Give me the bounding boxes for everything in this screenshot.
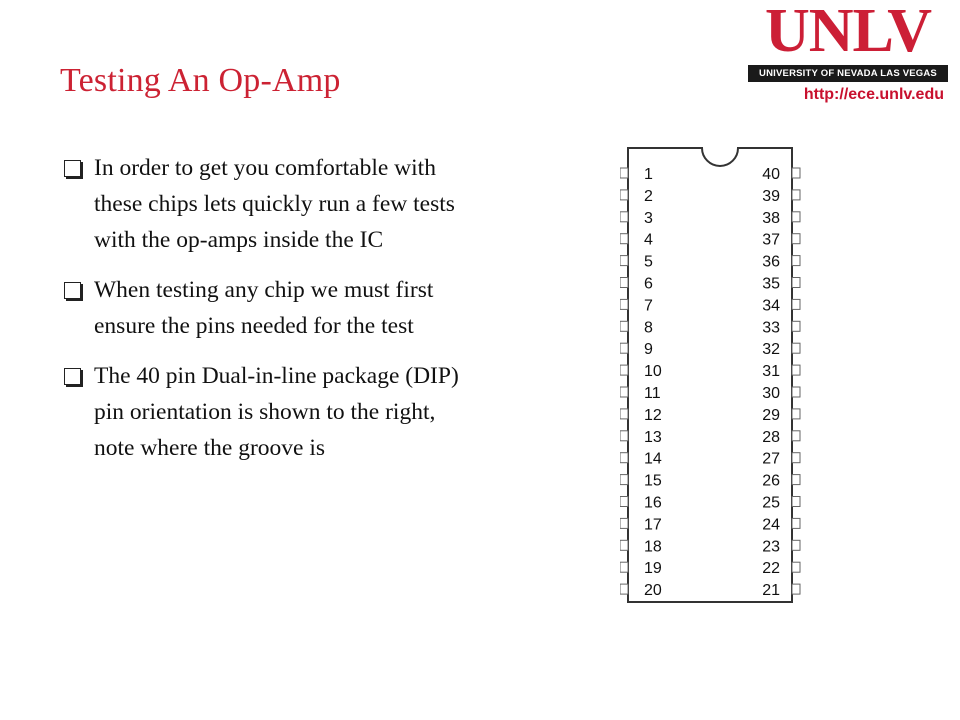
left-pin-number: 2 [644, 187, 653, 205]
right-pin-number: 32 [762, 341, 780, 359]
left-pin-number: 16 [644, 494, 662, 512]
bullet-item [60, 358, 470, 466]
left-pin-number: 4 [644, 231, 653, 249]
right-pin [792, 387, 800, 397]
right-pin-number: 40 [762, 166, 780, 183]
right-pin-number: 24 [762, 516, 780, 534]
right-pin-number: 28 [762, 428, 780, 446]
bullet-item [60, 150, 470, 258]
hollow-square-bullet-icon [64, 368, 81, 385]
right-pin [792, 321, 800, 331]
left-pin-number: 3 [644, 209, 653, 227]
left-pin-number: 19 [644, 560, 662, 578]
left-pin [620, 540, 628, 550]
left-pin-number: 10 [644, 363, 662, 381]
logo-wordmark: UNLV [765, 0, 931, 65]
left-pin [620, 562, 628, 572]
left-pin-number: 6 [644, 275, 653, 293]
left-pin [620, 409, 628, 419]
left-pin [620, 365, 628, 375]
left-pin [620, 168, 628, 178]
left-pin-number: 7 [644, 297, 653, 315]
left-pin-number: 18 [644, 538, 662, 556]
right-pin [792, 562, 800, 572]
right-pin-number: 34 [762, 297, 780, 315]
bullet-list [60, 150, 470, 480]
right-pin-number: 30 [762, 385, 780, 402]
right-pin [792, 365, 800, 375]
right-pin-number: 31 [762, 363, 780, 381]
right-pin-number: 39 [762, 187, 780, 205]
left-pin-number: 14 [644, 450, 662, 468]
right-pin-number: 35 [762, 275, 780, 293]
left-pin-number: 20 [644, 582, 662, 600]
left-pin [620, 475, 628, 485]
left-pin [620, 190, 628, 200]
left-pin [620, 321, 628, 331]
right-pin [792, 168, 800, 178]
right-pin-number: 29 [762, 406, 780, 424]
left-pin-number: 5 [644, 253, 653, 271]
right-pin [792, 518, 800, 528]
bullet-text: In order to get you comfortable with these chips lets quickly run a few tests with the op-amps inside the IC [94, 155, 455, 253]
left-pin-number: 8 [644, 319, 653, 337]
right-pin [792, 256, 800, 266]
right-pin [792, 299, 800, 309]
left-pin-number: 13 [644, 428, 662, 446]
website-url[interactable]: http://ece.unlv.edu [803, 86, 944, 103]
right-pin [792, 540, 800, 550]
slide-title: Testing An Op-Amp [60, 62, 341, 99]
right-pin-number: 27 [762, 450, 780, 468]
left-pin [620, 256, 628, 266]
left-pin [620, 278, 628, 288]
logo-tagline: UNIVERSITY OF NEVADA LAS VEGAS [748, 65, 948, 82]
bullet-text: When testing any chip we must first ensure the pins needed for the test [94, 277, 434, 339]
left-pin [620, 234, 628, 244]
right-pin-number: 25 [762, 494, 780, 512]
left-pin-number: 11 [644, 385, 661, 402]
left-pin [620, 453, 628, 463]
right-pin-number: 23 [762, 538, 780, 556]
right-pin [792, 190, 800, 200]
left-pin-number: 12 [644, 406, 662, 424]
right-pin-number: 38 [762, 209, 780, 227]
right-pin-number: 33 [762, 319, 780, 337]
right-pin [792, 234, 800, 244]
right-pin [792, 475, 800, 485]
right-pin [792, 278, 800, 288]
right-pin-number: 21 [762, 582, 780, 600]
left-pin [620, 584, 628, 594]
right-pin-number: 37 [762, 231, 780, 249]
left-pin-number: 1 [644, 166, 653, 183]
left-pin [620, 387, 628, 397]
hollow-square-bullet-icon [64, 160, 81, 177]
left-pin [620, 431, 628, 441]
right-pin-number: 36 [762, 253, 780, 271]
left-pin [620, 497, 628, 507]
left-pin-number: 15 [644, 472, 662, 490]
left-pin [620, 299, 628, 309]
left-pin [620, 343, 628, 353]
bullet-text: The 40 pin Dual-in-line package (DIP) pin orientation is shown to the right, note where the groove is [94, 363, 459, 461]
right-pin [792, 409, 800, 419]
left-pin-number: 9 [644, 341, 653, 359]
right-pin-number: 26 [762, 472, 780, 490]
right-pin-number: 22 [762, 560, 780, 578]
unlv-logo [748, 0, 948, 79]
right-pin [792, 212, 800, 222]
left-pin-number: 17 [644, 516, 662, 534]
left-pin [620, 518, 628, 528]
right-pin [792, 584, 800, 594]
right-pin [792, 497, 800, 507]
bullet-item [60, 272, 470, 344]
dip40-svg [620, 140, 810, 630]
dip40-pinout-diagram [620, 140, 810, 630]
right-pin [792, 343, 800, 353]
hollow-square-bullet-icon [64, 282, 81, 299]
left-pin [620, 212, 628, 222]
right-pin [792, 453, 800, 463]
right-pin [792, 431, 800, 441]
